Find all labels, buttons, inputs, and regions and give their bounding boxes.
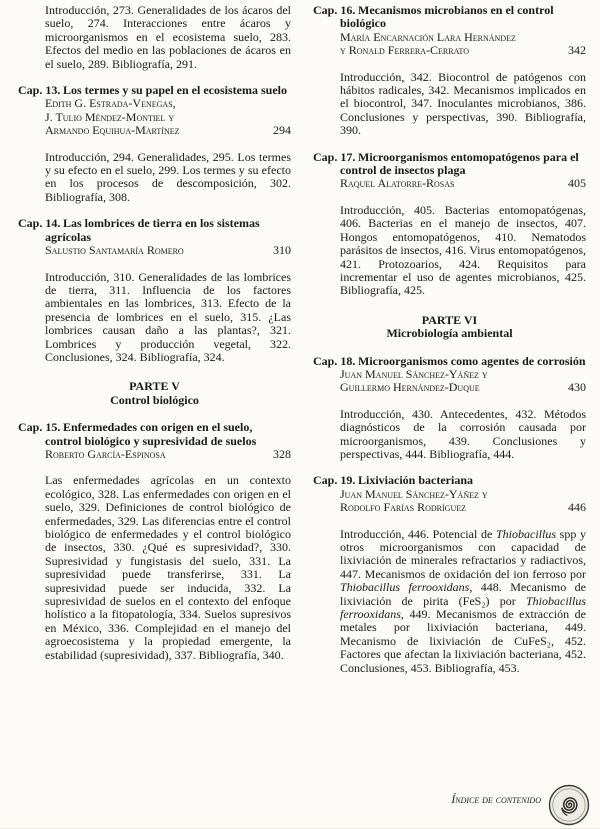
author-name: Raquel Alatorre-Rosas xyxy=(340,176,455,191)
author-name: Salustio Santamaría Romero xyxy=(45,243,184,258)
page-number: 342 xyxy=(568,43,586,58)
chapter-19-heading xyxy=(313,474,586,487)
page-number: 446 xyxy=(568,500,586,515)
left-column xyxy=(18,4,291,688)
author-name: Roberto García-Espinosa xyxy=(45,446,166,461)
chapter-17-title: Microorganismos entomopatógenos para el control de insectos plaga xyxy=(340,149,579,178)
chapter-16-heading xyxy=(313,4,586,31)
chapter-18-summary: Introducción, 430. Antecedentes, 432. Métodos diagnósticos de la corrosión causada por microorganismos, 439. Conclusiones y perspectivas, 444. Bibliografía, 444. xyxy=(340,406,586,461)
chapter-15 xyxy=(18,421,291,662)
chapter-19-authors xyxy=(340,488,586,515)
page-number: 430 xyxy=(568,380,586,395)
snail-stamp-icon xyxy=(548,784,590,826)
author-name: Guillermo Hernández-Duque xyxy=(340,380,480,395)
chapter-17-number: Cap. 17. xyxy=(313,149,356,164)
chapter-17-heading xyxy=(313,151,586,178)
chapter-16 xyxy=(313,4,586,138)
chapter-16-authors xyxy=(340,31,586,58)
chapter-18-authors xyxy=(340,368,586,395)
chapter-16-title: Mecanismos microbianos en el control biológico xyxy=(340,3,554,31)
footer-running-title: Índice de contenido xyxy=(451,794,541,807)
chapter-16-number: Cap. 16. xyxy=(313,3,356,17)
author-line: Edith G. Estrada-Venegas, xyxy=(45,96,176,111)
chapter-14-summary: Introducción, 310. Generalidades de las lombrices de tierra, 311. Influencia de los factores ambientales en las lombrices, 313. Efecto de la presencia de lombrices en el suelo, 315. ¿Las lombrices causan daño a las plantas?, 321. Lombrices y producción vegetal, 322. Conclusiones, 324. Bibliografía, 324. xyxy=(45,269,291,364)
chapter-14-authors xyxy=(45,244,291,257)
author-line: María Encarnación Lara Hernández xyxy=(340,29,516,44)
author-line: Juan Manuel Sánchez-Yáñez y xyxy=(340,486,488,501)
chapter-18-heading xyxy=(313,355,586,368)
chapter-17-authors xyxy=(340,177,586,190)
page-number: 328 xyxy=(273,446,291,461)
chapter-15-heading xyxy=(18,421,291,448)
chapter-19-summary: Introducción, 446. Potencial de Thiobacillus spp y otros microorganismos con capacidad de lixiviación de minerales refractarios y radiactivos, 447. Mecanismos de oxidación del ion ferroso por Thiobacillus ferrooxidans, 448. Mecanismo de lixiviación de pirita (FeS₂) por Thiobacillus ferrooxidans, 449. Mecanismos de extracción de metales por lixiviación bacteriana, 449. Mecanismo de lixiviación de CuFeS₂, 452. Factores que afectan la lixiviación bacteriana, 452. Conclusiones, 453. Bibliografía, 453. xyxy=(340,526,587,675)
chapter-13-title: Los termes y su papel en el ecosistema suelo xyxy=(63,83,287,98)
chapter-13-heading xyxy=(18,84,291,97)
part-6-heading xyxy=(313,314,586,341)
page-number: 405 xyxy=(568,176,586,191)
author-name: y Ronald Ferrera-Cerrato xyxy=(340,43,469,58)
chapter-18 xyxy=(313,355,586,462)
part-6-title: Microbiología ambiental xyxy=(386,326,513,341)
chapter-14 xyxy=(18,217,291,364)
author-line xyxy=(45,244,291,257)
author-line xyxy=(340,381,586,394)
author-name: Rodolfo Farías Rodríguez xyxy=(340,500,467,515)
chapter-13-authors xyxy=(45,97,291,137)
chapter-19 xyxy=(313,474,586,675)
chapter-18-number: Cap. 18. xyxy=(313,353,356,368)
author-line: Juan Manuel Sánchez-Yáñez y xyxy=(340,366,488,381)
chapter-16-summary: Introducción, 342. Biocontrol de patógenos con hábitos radicales, 342. Mecanismos implicados en el biocontrol, 347. Inoculantes microbianos, 386. Conclusiones y perspectivas, 390. Bibliografía, 390. xyxy=(340,69,586,138)
chapter-14-heading xyxy=(18,217,291,244)
author-line xyxy=(340,501,586,514)
chapter-17-summary: Introducción, 405. Bacterias entomopatógenas, 406. Bacterias en el manejo de insectos, 407. Hongos entomopatógenos, 410. Nematodos parásitos de insectos, 416. Virus entomopatógenos, 421. Protozoarios, 424. Requisitos para incrementar el uso de agentes microbianos, 425. Bibliografía, 425. xyxy=(340,202,586,298)
author-line xyxy=(45,448,291,461)
chapter-13 xyxy=(18,84,291,204)
chapter-15-summary: Las enfermedades agrícolas en un contexto ecológico, 328. Las enfermedades con origen en el suelo, 329. Definiciones de control biológico de enfermedades, 329. Las diferencias entre el control biológico de enfermedades y el control biológico de insectos, 330. ¿Qué es supresividad?, 330. Supresividad y fungistasis del suelo, 331. La supresividad puede transferirse, 331. La supresividad puede ser inducida, 332. La supresividad de suelos en el contexto del enfoque holístico a la fitopatología, 334. Suelos supresivos en México, 336. Complejidad en el manejo del agroecosistema y la propiedad emergente, la estabilidad (supresividad), 337. Bibliografía, 340. xyxy=(45,473,291,662)
chapter-14-title: Las lombrices de tierra en los sistemas agrícolas xyxy=(45,216,260,244)
chapter-19-title: Lixiviación bacteriana xyxy=(358,473,473,488)
chapter-18-title: Microorganismos como agentes de corrosión xyxy=(358,353,586,368)
page-footer xyxy=(451,784,590,826)
part-5-heading xyxy=(18,380,291,407)
chapter-15-title: Enfermedades con origen en el suelo, control biológico y supresividad de suelos xyxy=(45,420,257,448)
chapter-12-summary-continuation: Introducción, 273. Generalidades de los ácaros del suelo, 274. Interacciones entre ácaros y microorganismos en el ecosistema suelo, 283. Efectos del medio en las poblaciones de ácaros en el suelo, 289. Bibliografía, 291. xyxy=(45,3,291,71)
chapter-19-number: Cap. 19. xyxy=(313,473,356,488)
chapter-13-summary: Introducción, 294. Generalidades, 295. Los termes y su efecto en el suelo, 299. Los termes y su efecto en los procesos de descomposición, 302. Bibliografía, 308. xyxy=(45,149,291,204)
chapter-15-number: Cap. 15. xyxy=(18,420,61,435)
part-6-label: PARTE VI xyxy=(421,312,478,327)
author-line xyxy=(340,177,586,190)
author-line: J. Tulio Méndez-Montiel y xyxy=(45,109,175,124)
page-number: 294 xyxy=(273,123,291,138)
author-line xyxy=(45,124,291,137)
author-name: Armando Equihua-Martínez xyxy=(45,123,180,138)
right-column xyxy=(313,4,586,688)
chapter-14-number: Cap. 14. xyxy=(18,216,61,231)
part-5-title: Control biológico xyxy=(110,392,199,407)
chapter-17 xyxy=(313,151,586,298)
author-line xyxy=(340,44,586,57)
chapter-13-number: Cap. 13. xyxy=(18,83,61,98)
chapter-15-authors xyxy=(45,448,291,461)
part-5-label: PARTE V xyxy=(129,379,180,394)
page-number: 310 xyxy=(273,243,291,258)
